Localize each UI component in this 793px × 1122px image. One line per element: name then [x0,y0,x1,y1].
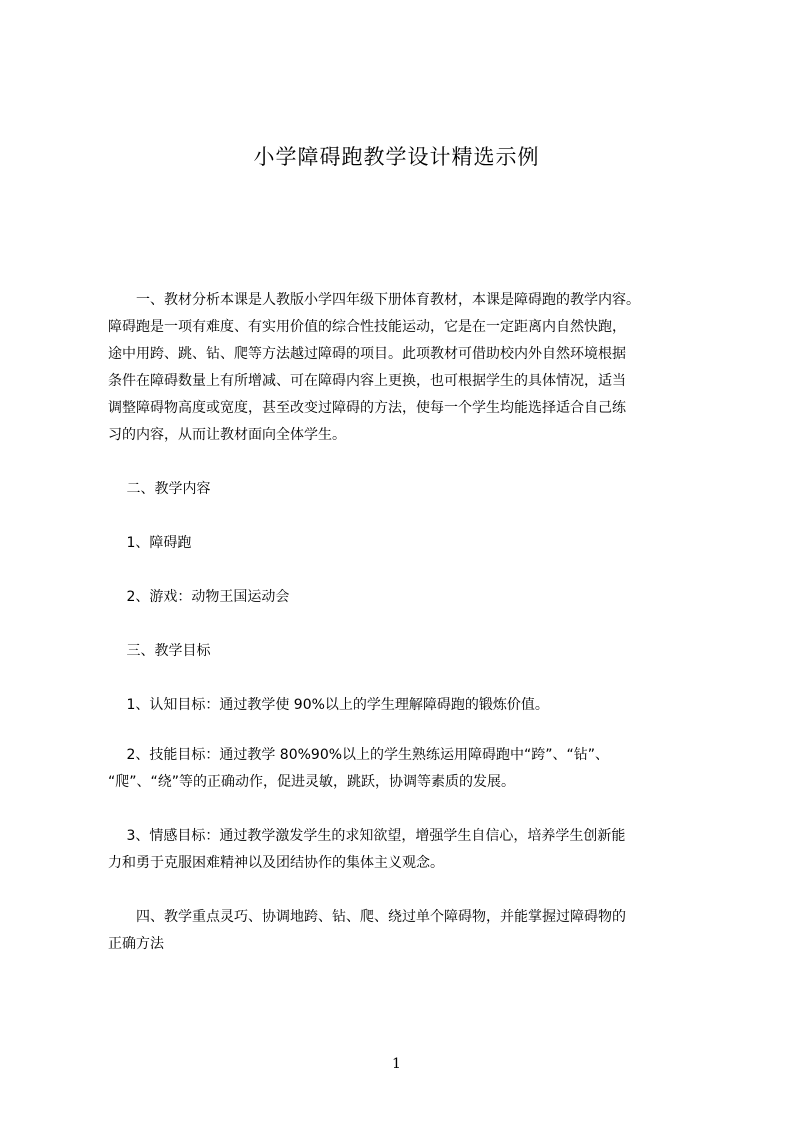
text-line: 一、教材分析本课是人教版小学四年级下册体育教材，本课是障碍跑的教学内容。 [108,292,640,308]
heading-teaching-content [108,476,718,503]
text-line: 正确方法 [108,936,164,952]
text-line: 三、教学目标 [108,643,211,659]
item-game [108,584,718,611]
text-line: 四、教学重点灵巧、协调地跨、钻、爬、绕过单个障碍物，并能掌握过障碍物的 [108,909,626,925]
paragraph-material-analysis [108,287,718,449]
text-line: 2、技能目标：通过教学 80%90%以上的学生熟练运用障碍跑中“跨”、“钻”、 [108,747,610,763]
heading-key-points [108,904,718,958]
text-line: 2、游戏：动物王国运动会 [108,589,290,605]
document-title: 小学障碍跑教学设计精选示例 [253,145,540,169]
text-line: 途中用跨、跳、钻、爬等方法越过障碍的项目。此项教材可借助校内外自然环境根据 [108,346,626,362]
text-line: 1、障碍跑 [108,535,192,551]
text-line: 习的内容，从而让教材面向全体学生。 [108,427,346,443]
text-line: 3、情感目标：通过教学激发学生的求知欲望，增强学生自信心，培养学生创新能 [108,828,626,844]
text-line: 调整障碍物高度或宽度，甚至改变过障碍的方法，使每一个学生均能选择适合自己练 [108,400,626,416]
heading-teaching-goals [108,638,718,665]
text-line: 障碍跑是一项有难度、有实用价值的综合性技能运动，它是在一定距离内自然快跑， [108,319,626,335]
goal-cognitive [108,692,718,719]
page-number: 1 [392,1056,401,1072]
text-line: “爬”、“绕”等的正确动作，促进灵敏，跳跃，协调等素质的发展。 [108,774,516,790]
text-line: 二、教学内容 [108,481,211,497]
text-line: 1、认知目标：通过教学使 90%以上的学生理解障碍跑的锻炼价值。 [108,697,549,713]
text-line: 力和勇于克服困难精神以及团结协作的集体主义观念。 [108,855,444,871]
text-line: 条件在障碍数量上有所增减、可在障碍内容上更换，也可根据学生的具体情况，适当 [108,373,626,389]
goal-skill [108,742,718,796]
goal-emotional [108,823,718,877]
item-obstacle-run [108,530,718,557]
